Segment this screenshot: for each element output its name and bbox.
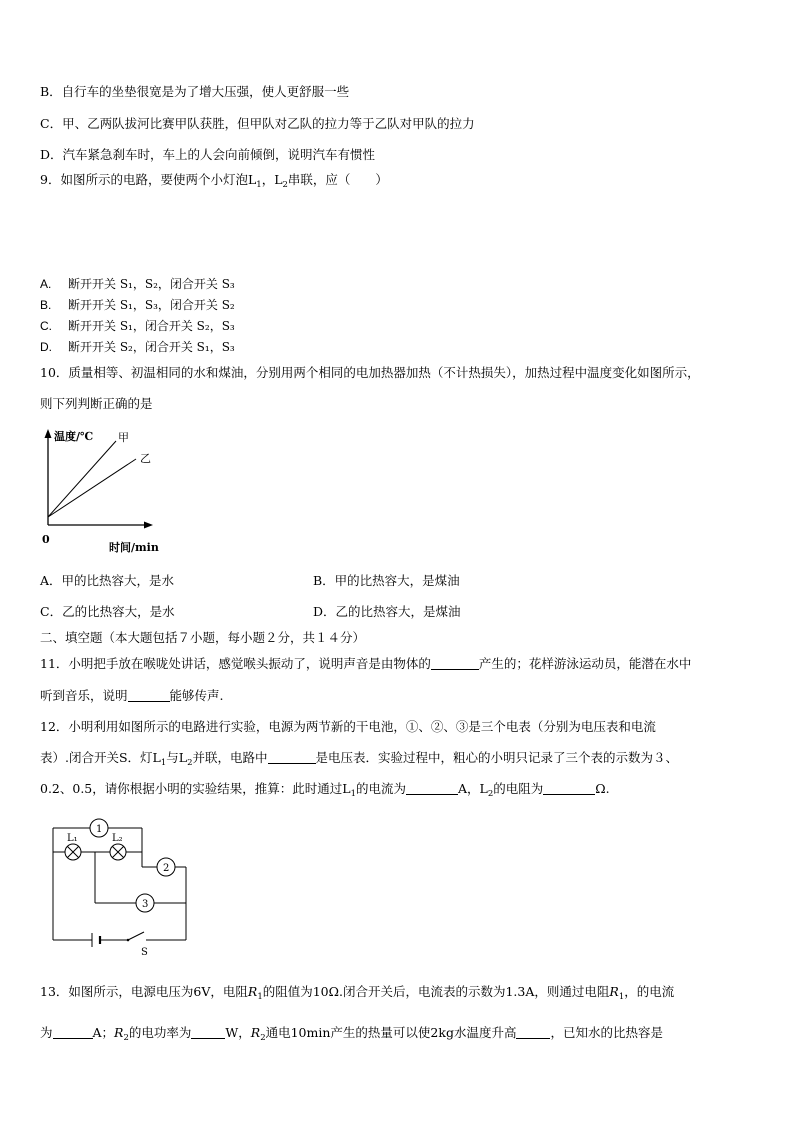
q9-option-c: C. 断开开关 S₁，闭合开关 S₂，S₃ [40, 319, 235, 333]
meter-3-label: 3 [142, 899, 149, 910]
q12-blank-3[interactable] [543, 782, 595, 795]
q12-circuit-diagram [48, 815, 193, 957]
x-axis-label: 时间/min [109, 541, 159, 554]
q9-stem: 9．如图所示的电路，要使两个小灯泡$L_1$，$L_2$串联，应（ ） [40, 172, 388, 190]
line-jia-label: 甲 [118, 431, 129, 444]
q8-option-d: D．汽车紧急刹车时，车上的人会向前倾倒，说明汽车有惯性 [40, 147, 376, 162]
q12-blank-1[interactable] [268, 751, 316, 764]
q13-blank-1[interactable] [53, 1026, 93, 1039]
q9-option-b: B. 断开开关 S₁，S₃，闭合开关 S₂ [40, 298, 235, 312]
q10-option-b: B．甲的比热容大，是煤油 [313, 573, 460, 588]
q13-line1: 13．如图所示，电源电压为6V，电阻$R_1$的阻值为10Ω.闭合开关后，电流表的示数为1.3A，则通过电阻$R_1$，的电流 [40, 984, 675, 1002]
q9-option-a: A. 断开开关 S₁，S₂，闭合开关 S₃ [40, 277, 235, 291]
q10-option-a: A．甲的比热容大，是水 [40, 573, 175, 588]
q11-line1: 11．小明把手放在喉咙处讲话，感觉喉头振动了，说明声音是由物体的 产生的；花样游泳运动员，能潜在水中 [40, 656, 692, 671]
meter-2-label: 2 [163, 863, 170, 874]
q13-blank-2[interactable] [191, 1026, 225, 1039]
section-title: 二、填空题（本大题包括７小题，每小题２分，共１４分） [40, 630, 366, 645]
q8-option-c: C．甲、乙两队拔河比赛甲队获胜，但甲队对乙队的拉力等于乙队对甲队的拉力 [40, 116, 475, 131]
y-axis-label: 温度/℃ [54, 430, 94, 443]
q10-option-d: D．乙的比热容大，是煤油 [313, 604, 461, 619]
q12-line1: 12．小明利用如图所示的电路进行实验，电源为两节新的干电池，①、②、③是三个电表（分别为电压表和电流 [40, 719, 656, 734]
meter-1-label: 1 [96, 824, 103, 835]
q10-stem-line1: 10．质量相等、初温相同的水和煤油，分别用两个相同的电加热器加热（不计热损失），加热过程中温度变化如图所示， [40, 365, 700, 380]
lamp-l2-label: L₂ [112, 833, 123, 844]
lamp-l1-label: L₁ [67, 833, 78, 844]
q12-line2: 表）.闭合开关S．灯$L_1$与$L_2$并联，电路中 是电压表．实验过程中，粗心的小明只记录了三个表的示数为３、 [40, 750, 679, 768]
q13-line2: 为 A；$R_2$的电功率为 W，$R_2$通电10min产生的热量可以使2kg水温度升高 ，已知水的比热容是 [40, 1025, 663, 1043]
origin-label: 0 [42, 533, 50, 546]
q13-blank-3[interactable] [516, 1026, 550, 1039]
q10-stem-line2: 则下列判断正确的是 [40, 396, 153, 411]
q11-blank-2[interactable] [128, 689, 170, 702]
q12-blank-2[interactable] [406, 782, 458, 795]
q9-option-d: D. 断开开关 S₂，闭合开关 S₁，S₃ [40, 340, 235, 354]
x-axis-arrow-icon [144, 522, 153, 529]
q8-option-b: B．自行车的坐垫很宽是为了增大压强，使人更舒服一些 [40, 84, 350, 99]
q10-option-c: C．乙的比热容大，是水 [40, 604, 175, 619]
q12-line3: 0.2、0.5，请你根据小明的实验结果，推算：此时通过$L_1$的电流为 A，$L_2$的电阻为 Ω. [40, 781, 610, 799]
y-axis-arrow-icon [45, 429, 52, 438]
line-yi-label: 乙 [140, 452, 151, 465]
q11-line2: 听到音乐，说明 能够传声. [40, 688, 224, 703]
q11-blank-1[interactable] [431, 657, 479, 670]
switch-label: S [141, 947, 148, 957]
q10-temperature-graph [36, 425, 176, 557]
